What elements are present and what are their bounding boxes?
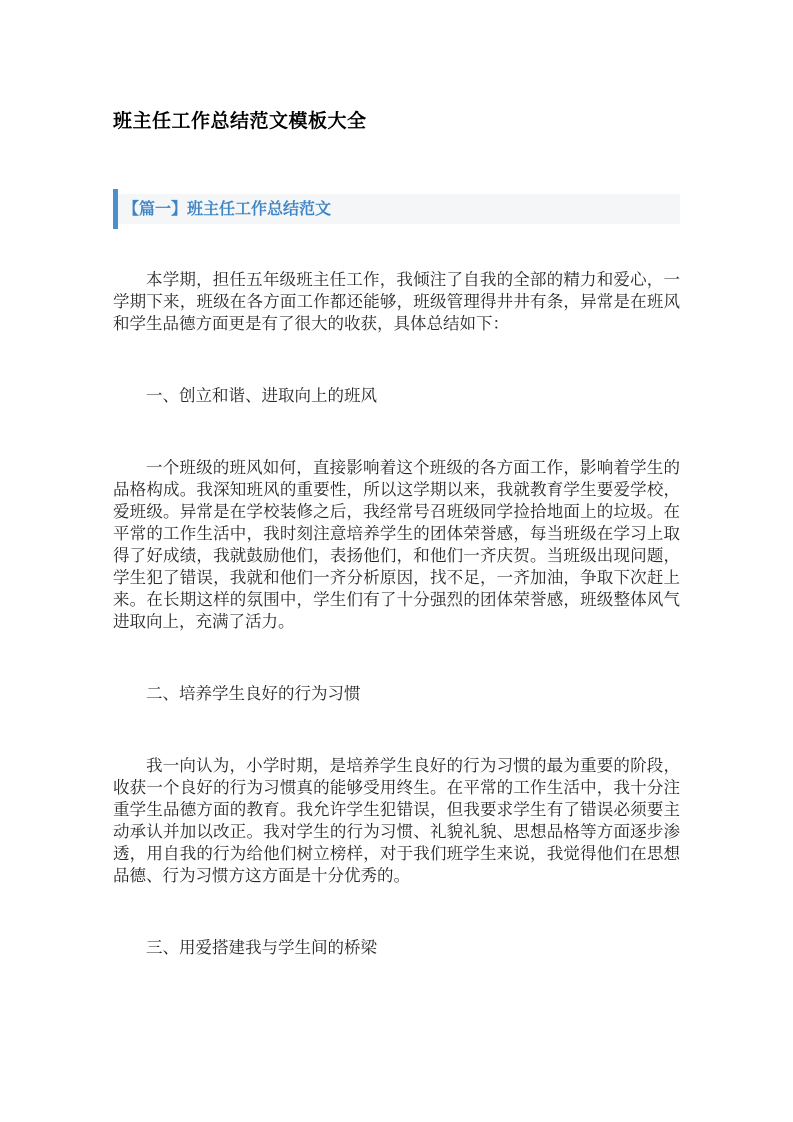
subsection-heading-3: 三、用爱搭建我与学生间的桥梁 bbox=[146, 938, 377, 957]
page-title: 班主任工作总结范文模板大全 bbox=[113, 110, 367, 132]
subsection-heading-1: 一、创立和谐、进取向上的班风 bbox=[146, 386, 377, 405]
paragraph-section-2: 我一向认为，小学时期，是培养学生良好的行为习惯的最为重要的阶段，收获一个良好的行为习惯真的能够受用终生。在平常的工作生活中，我十分注重学生品德方面的教育。我允许学生犯错误，但我要求学生有了错误必须要主动承认并加以改正。我对学生的行为习惯、礼貌礼貌、思想品格等方面逐步渗透，用自我的行为给他们树立榜样，对于我们班学生来说，我觉得他们在思想品德、行为习惯方这方面是十分优秀的。 bbox=[113, 756, 680, 885]
paragraph-section-1: 一个班级的班风如何，直接影响着这个班级的各方面工作，影响着学生的品格构成。我深知班风的重要性，所以这学期以来，我就教育学生要爱学校，爱班级。异常是在学校装修之后，我经常号召班级同学捡拾地面上的垃圾。在平常的工作生活中，我时刻注意培养学生的团体荣誉感，每当班级在学习上取得了好成绩，我就鼓励他们，表扬他们，和他们一齐庆贺。当班级出现问题，学生犯了错误，我就和他们一齐分析原因，找不足，一齐加油，争取下次赶上来。在长期这样的氛围中，学生们有了十分强烈的团体荣誉感，班级整体风气进取向上，充满了活力。 bbox=[113, 458, 680, 631]
intro-paragraph: 本学期，担任五年级班主任工作，我倾注了自我的全部的精力和爱心，一学期下来，班级在各方面工作都还能够，班级管理得井井有条，异常是在班风和学生品德方面更是有了很大的收获，具体总结如下： bbox=[113, 270, 680, 333]
accent-bar-icon bbox=[113, 189, 118, 229]
section-header bbox=[113, 194, 680, 224]
document-body bbox=[113, 269, 680, 959]
section-header-label: 【篇一】班主任工作总结范文 bbox=[123, 199, 332, 218]
subsection-heading-2: 二、培养学生良好的行为习惯 bbox=[146, 684, 361, 703]
